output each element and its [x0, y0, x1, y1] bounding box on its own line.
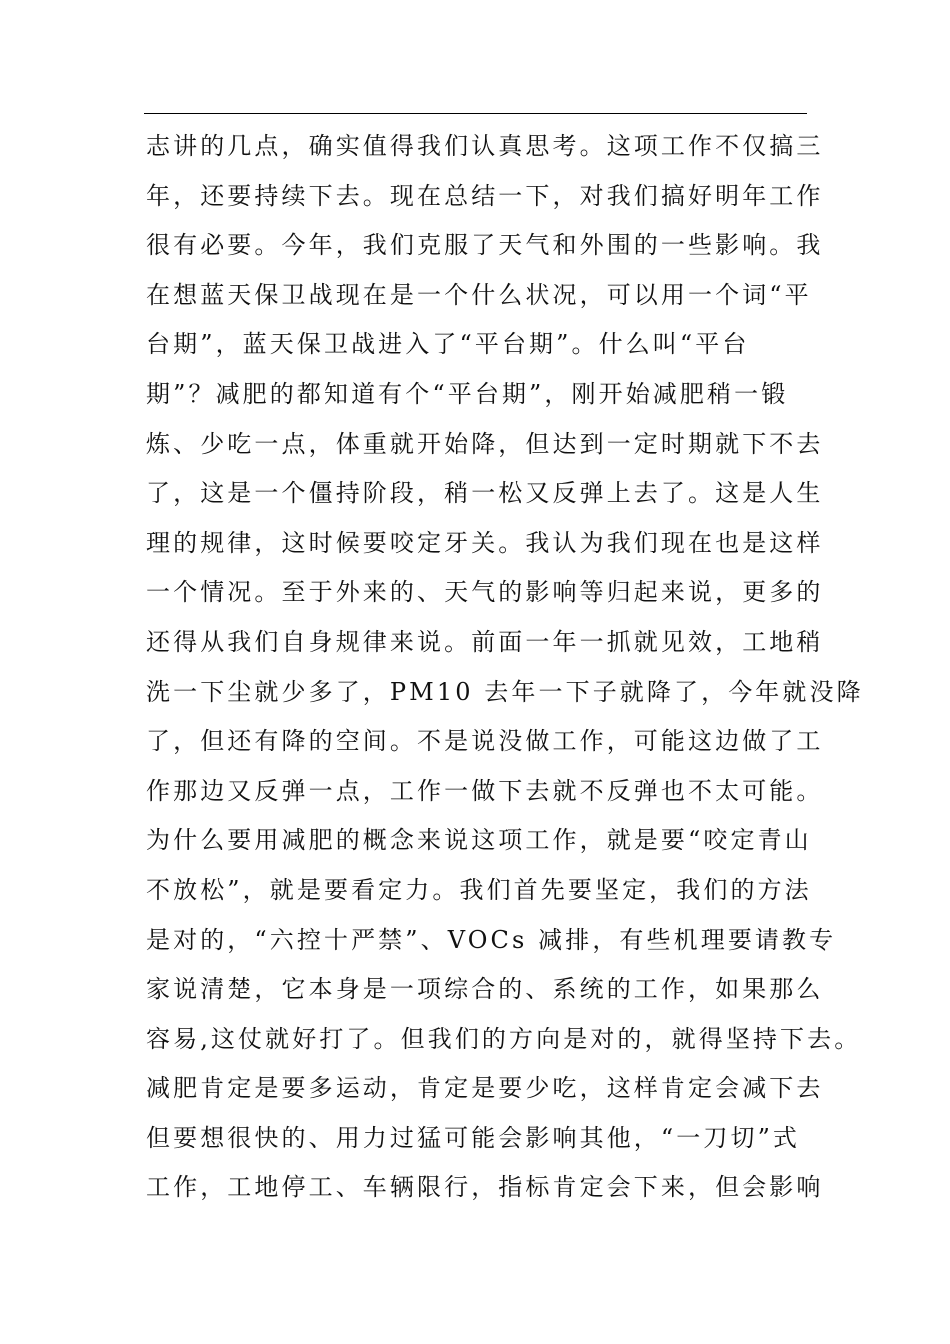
text-line: 一个情况。至于外来的、天气的影响等归起来说，更多的: [146, 578, 824, 607]
text-line: 理的规律，这时候要咬定牙关。我认为我们现在也是这样: [146, 528, 824, 557]
text-line: 台期”，蓝天保卫战进入了“平台期”。什么叫“平台: [146, 330, 750, 359]
text-line: 作那边又反弹一点，工作一做下去就不反弹也不太可能。: [146, 776, 824, 805]
text-line: 年，还要持续下去。现在总结一下，对我们搞好明年工作: [146, 181, 824, 210]
text-line: 了，这是一个僵持阶段，稍一松又反弹上去了。这是人生: [146, 479, 824, 508]
text-line: 志讲的几点，确实值得我们认真思考。这项工作不仅搞三: [146, 132, 824, 160]
text-line: 很有必要。今年，我们克服了天气和外围的一些影响。我: [146, 231, 824, 260]
text-line: 家说清楚，它本身是一项综合的、系统的工作，如果那么: [146, 975, 824, 1004]
header-rule: [144, 113, 807, 114]
text-line: 还得从我们自身规律来说。前面一年一抓就见效，工地稍: [146, 627, 824, 656]
text-line: 为什么要用减肥的概念来说这项工作，就是要“咬定青山: [146, 826, 812, 855]
text-line: 洗一下尘就少多了，PM10 去年一下子就降了，今年就没降: [146, 677, 864, 706]
text-line: 不放松”，就是要看定力。我们首先要坚定，我们的方法: [146, 875, 812, 904]
text-line: 工作，工地停工、车辆限行，指标肯定会下来，但会影响: [146, 1173, 824, 1202]
text-line: 减肥肯定是要多运动，肯定是要少吃，这样肯定会减下去: [146, 1074, 824, 1103]
text-line: 容易,这仗就好打了。但我们的方向是对的，就得坚持下去。: [146, 1024, 862, 1053]
text-line: 但要想很快的、用力过猛可能会影响其他，“一刀切”式: [146, 1123, 801, 1152]
body-text: [146, 122, 864, 1213]
text-line: 了，但还有降的空间。不是说没做工作，可能这边做了工: [146, 727, 824, 756]
text-line: 期”？减肥的都知道有个“平台期”，刚开始减肥稍一锻: [146, 379, 789, 408]
text-line: 是对的，“六控十严禁”、VOCs 减排，有些机理要请教专: [146, 925, 837, 954]
text-line: 在想蓝天保卫战现在是一个什么状况，可以用一个词“平: [146, 280, 812, 309]
text-line: 炼、少吃一点，体重就开始降，但达到一定时期就下不去: [146, 429, 824, 458]
